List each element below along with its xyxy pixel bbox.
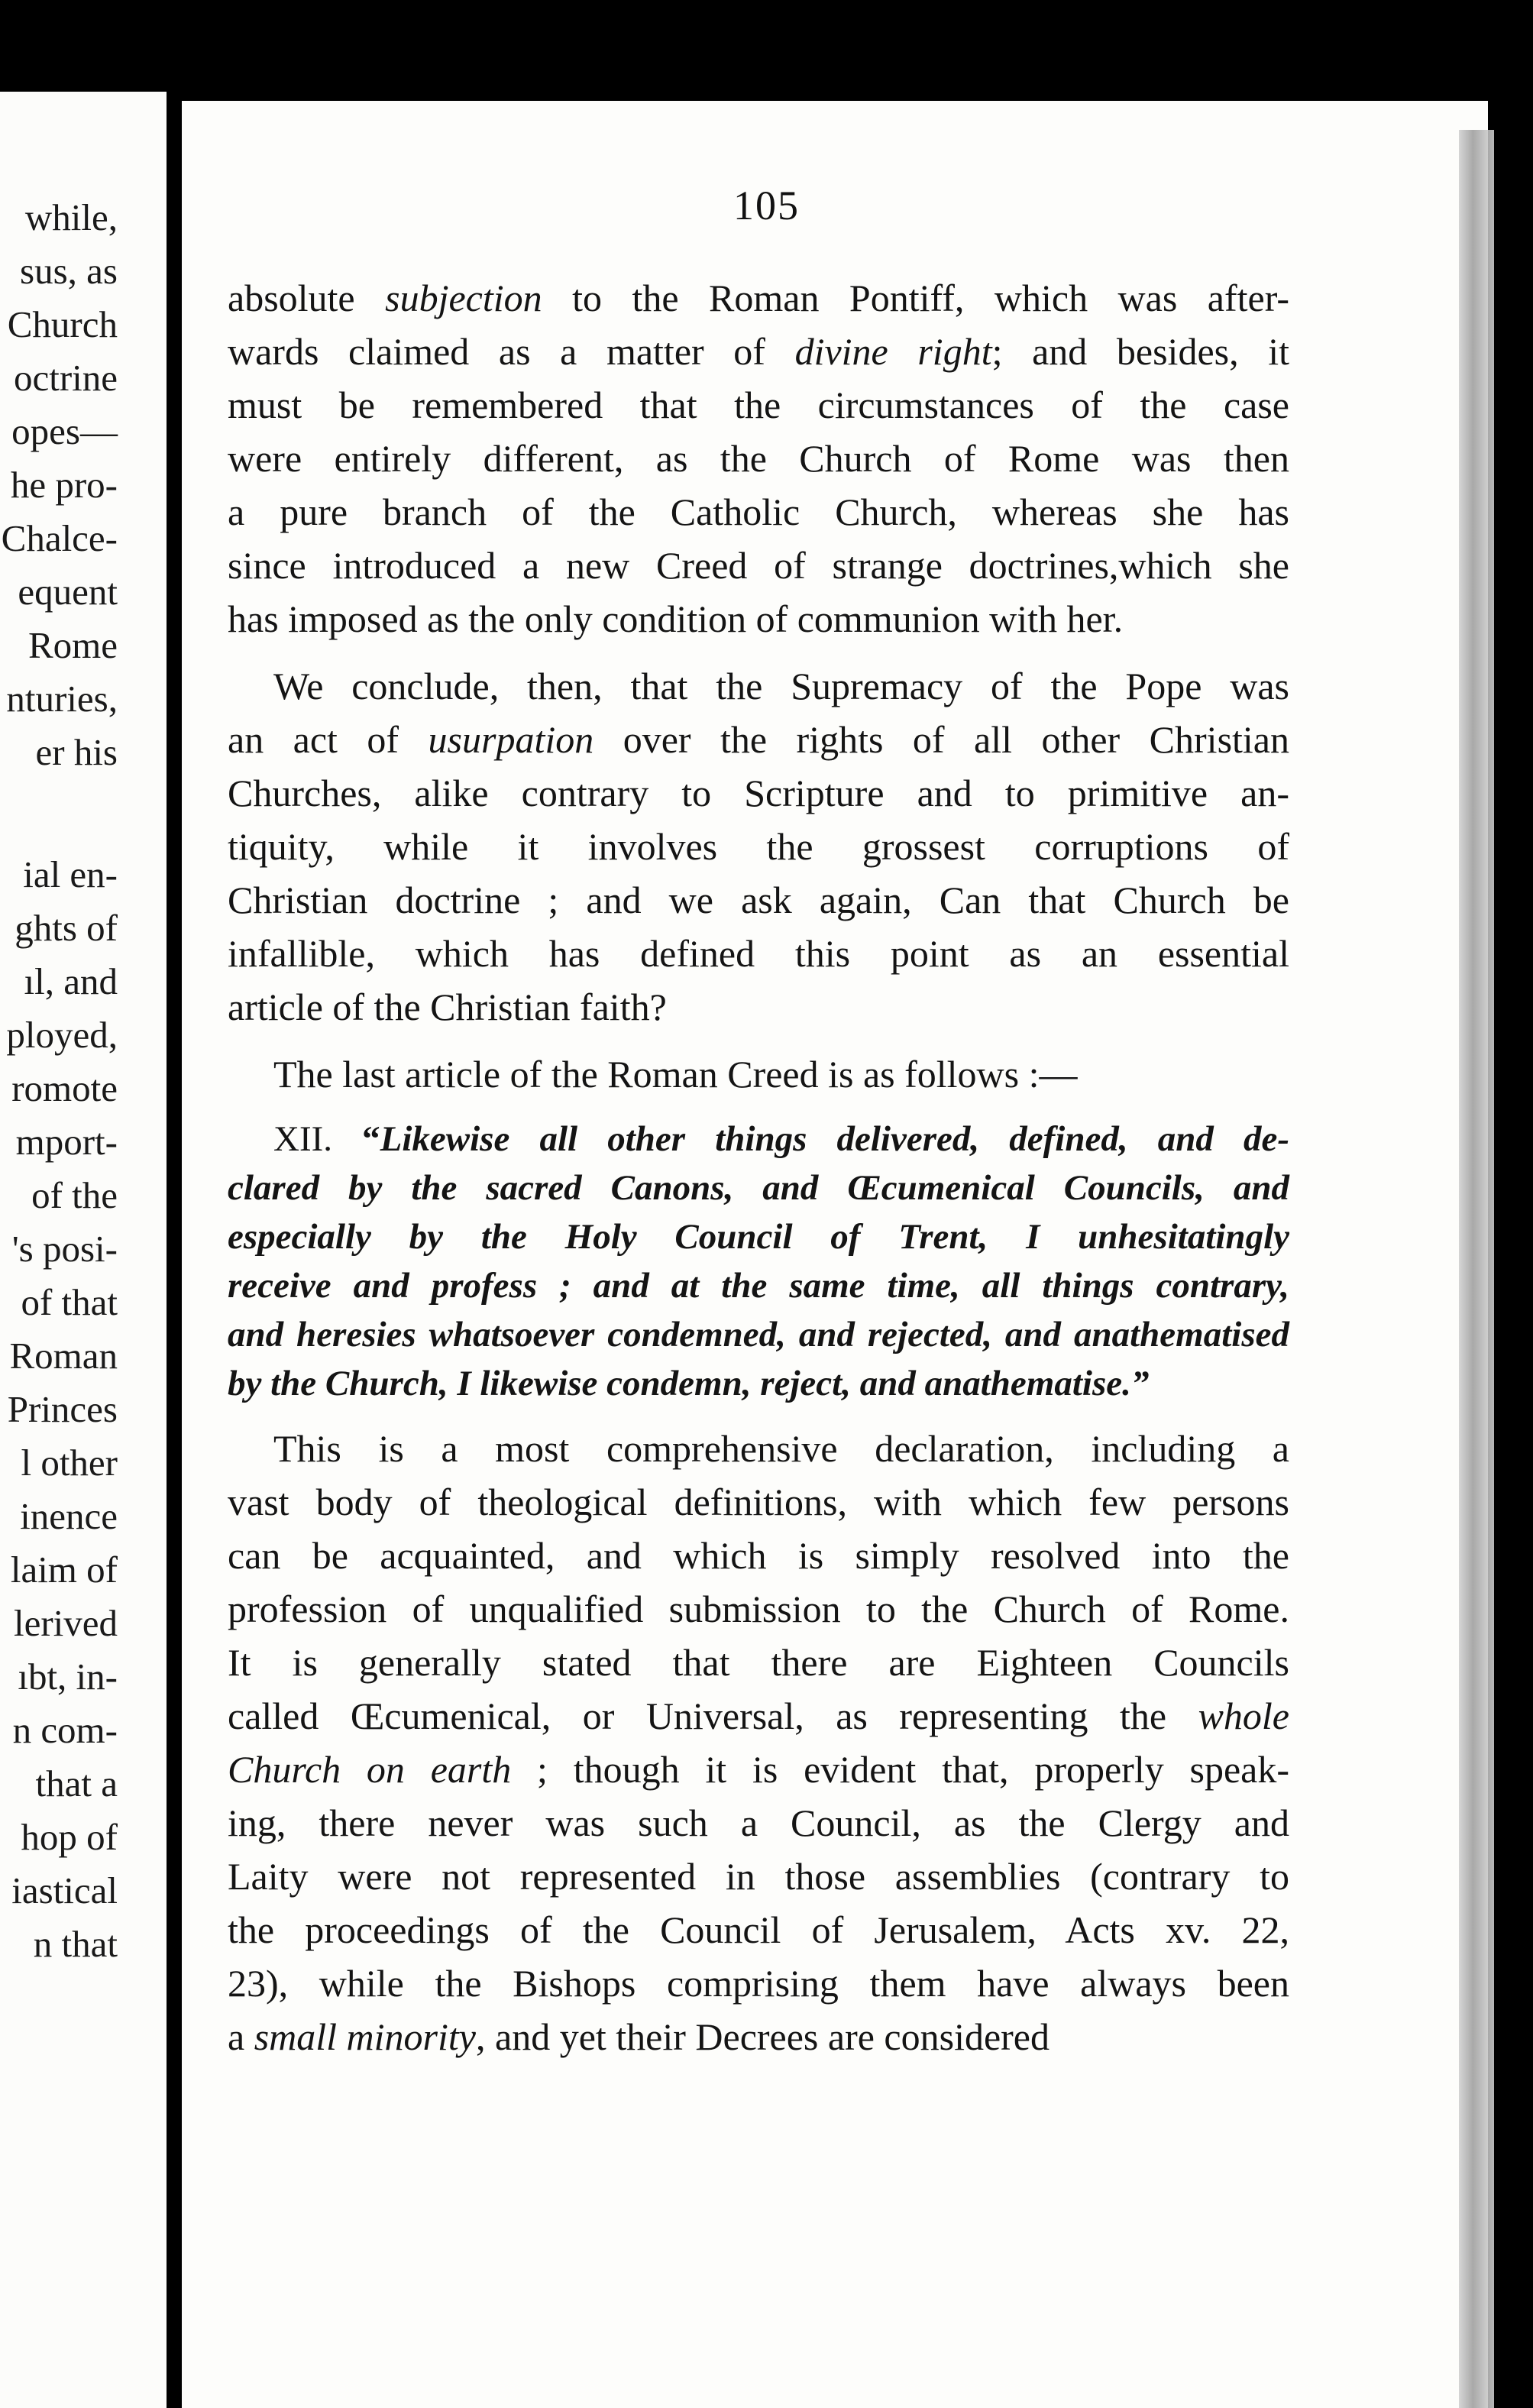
- text-run: ing, there never was such a Council, as the Clergy and: [228, 1801, 1289, 1844]
- text-line: [228, 1850, 1289, 1903]
- text-line: [228, 873, 1289, 927]
- left-page-fragment: of the: [31, 1174, 118, 1216]
- text-run: over the rights of all other Christian: [593, 718, 1289, 761]
- left-page-fragment: mport-: [15, 1121, 118, 1163]
- text-line: [228, 820, 1289, 873]
- open-quote: “: [362, 1119, 380, 1159]
- article-numeral: XII.: [273, 1119, 332, 1159]
- left-page-fragment: n that: [33, 1923, 118, 1965]
- quotation-line: [228, 1115, 1289, 1164]
- left-page-fragment: er his: [35, 731, 118, 773]
- page-number: 105: [733, 183, 800, 228]
- left-page-fragment: Rome: [27, 624, 118, 666]
- text-run: usurpation: [428, 718, 594, 761]
- left-page-fragment: ial en-: [23, 853, 118, 895]
- page-gutter: [167, 92, 182, 2408]
- paragraph-subjection: [228, 271, 1289, 646]
- text-run: divine right: [794, 330, 992, 373]
- text-run: We conclude, then, that the Supremacy of the Pope was: [273, 665, 1289, 707]
- left-page-fragment: l other: [21, 1442, 118, 1484]
- left-page: [0, 92, 167, 2408]
- quotation-line: [228, 1359, 1289, 1408]
- left-page-fragment: equent: [18, 571, 118, 613]
- text-line: [228, 1689, 1289, 1743]
- left-page-fragment: inence: [20, 1495, 118, 1537]
- left-page-fragment: ghts of: [15, 907, 118, 949]
- text-line: [228, 378, 1289, 432]
- text-run: , and yet their Decrees are considered: [476, 2015, 1050, 2058]
- text-line: [228, 927, 1289, 980]
- quotation-text: Likewise all other things delivered, defined, and de-: [380, 1119, 1289, 1159]
- text-line: [228, 766, 1289, 820]
- text-run: since introduced a new Creed of strange doctrines,which she: [228, 544, 1289, 587]
- left-page-fragment: 's posi-: [11, 1228, 118, 1270]
- text-run: tiquity, while it involves the grossest corruptions of: [228, 825, 1289, 868]
- text-run: an act of: [228, 718, 429, 761]
- text-run: ; though it is evident that, properly speak-: [511, 1748, 1290, 1791]
- left-page-fragment: Roman: [9, 1335, 118, 1377]
- text-run: Laity were not represented in those assemblies (contrary to: [228, 1855, 1289, 1898]
- left-page-fragment: ıl, and: [24, 960, 118, 1002]
- text-line: [228, 1047, 1289, 1101]
- text-run: absolute: [228, 277, 386, 319]
- text-run: a pure branch of the Catholic Church, whereas she has: [228, 490, 1289, 533]
- left-page-fragment: while,: [24, 196, 118, 238]
- quotation-text: receive and profess ; and at the same time, all things contrary,: [228, 1266, 1289, 1306]
- left-page-fragment: that a: [35, 1762, 118, 1804]
- left-page-fragment: iastical: [11, 1869, 118, 1911]
- text-run: Church on earth: [228, 1748, 512, 1791]
- text-line: [228, 1796, 1289, 1850]
- text-line: [228, 1636, 1289, 1689]
- left-page-fragment: sus, as: [20, 250, 118, 292]
- text-run: can be acquainted, and which is simply resolved into the: [228, 1534, 1289, 1577]
- text-line: [228, 592, 1289, 646]
- text-run: to the Roman Pontiff, which was after-: [542, 277, 1289, 319]
- left-page-fragment: n com-: [12, 1709, 118, 1751]
- text-run: called Œcumenical, or Universal, as representing the: [228, 1694, 1198, 1737]
- left-page-fragment: ployed,: [6, 1014, 118, 1056]
- left-page-fragment: ıbt, in-: [18, 1656, 118, 1698]
- text-run: infallible, which has defined this point as an essential: [228, 932, 1289, 975]
- text-run: 23), while the Bishops comprising them have always been: [228, 1962, 1289, 2005]
- text-line: [228, 432, 1289, 485]
- text-line: [228, 1422, 1289, 1475]
- text-run: Churches, alike contrary to Scripture and to primitive an-: [228, 772, 1289, 814]
- text-run: The last article of the Roman Creed is as follows :—: [273, 1053, 1078, 1096]
- text-line: [228, 1475, 1289, 1529]
- left-page-fragment: opes—: [11, 410, 118, 452]
- left-page-fragment: nturies,: [6, 678, 118, 720]
- text-run: This is a most comprehensive declaration, including a: [273, 1427, 1289, 1470]
- text-run: a: [228, 2015, 254, 2058]
- text-line: [228, 1956, 1289, 2010]
- text-line: [228, 659, 1289, 713]
- quotation-text: by the Church, I likewise condemn, reject, and anathematise.”: [228, 1364, 1150, 1403]
- text-run: article of the Christian faith?: [228, 986, 667, 1028]
- text-run: It is generally stated that there are Eighteen Councils: [228, 1641, 1289, 1684]
- quotation-line: [228, 1310, 1289, 1359]
- paragraph-last-article-intro: [228, 1047, 1289, 1101]
- quotation-line: [228, 1212, 1289, 1261]
- quotation-line: [228, 1261, 1289, 1310]
- text-line: [228, 1582, 1289, 1636]
- text-run: profession of unqualified submission to the Church of Rome.: [228, 1588, 1289, 1630]
- quotation-text: and heresies whatsoever condemned, and rejected, and anathematised: [228, 1315, 1289, 1354]
- left-page-fragment: octrine: [13, 357, 118, 399]
- text-line: [228, 1903, 1289, 1956]
- paragraph-supremacy-conclusion: [228, 659, 1289, 1034]
- left-page-fragment: he pro-: [10, 464, 118, 506]
- page-edge: [1459, 130, 1494, 2408]
- text-run: subjection: [385, 277, 542, 319]
- text-run: the proceedings of the Council of Jerusalem, Acts xv. 22,: [228, 1908, 1289, 1951]
- text-run: small minority: [254, 2015, 476, 2058]
- quotation-text: clared by the sacred Canons, and Œcumenical Councils, and: [228, 1168, 1289, 1208]
- left-page-fragment: of that: [21, 1281, 118, 1323]
- left-page-fragment: romote: [11, 1067, 118, 1109]
- text-run: wards claimed as a matter of: [228, 330, 795, 373]
- left-page-fragment: Princes: [7, 1388, 118, 1430]
- text-block: [228, 271, 1289, 2063]
- text-line: [228, 271, 1289, 325]
- text-run: must be remembered that the circumstances of the case: [228, 384, 1289, 426]
- text-run: has imposed as the only condition of communion with her.: [228, 597, 1124, 640]
- text-line: [228, 2010, 1289, 2063]
- left-page-fragment: Chalce-: [1, 517, 118, 559]
- text-run: Christian doctrine ; and we ask again, Can that Church be: [228, 879, 1289, 921]
- text-line: [228, 485, 1289, 539]
- left-page-fragment: hop of: [21, 1816, 118, 1858]
- text-line: [228, 325, 1289, 378]
- paragraph-comprehensive-declaration: [228, 1422, 1289, 2063]
- article-xii-quotation: [228, 1115, 1289, 1408]
- text-run: were entirely different, as the Church of Rome was then: [228, 437, 1289, 480]
- quotation-text: especially by the Holy Council of Trent, I unhesitatingly: [228, 1217, 1289, 1257]
- text-run: ; and besides, it: [991, 330, 1289, 373]
- left-page-fragment: laim of: [10, 1549, 118, 1591]
- text-line: [228, 1743, 1289, 1796]
- text-run: whole: [1198, 1694, 1289, 1737]
- text-line: [228, 713, 1289, 766]
- left-page-fragment: Church: [7, 303, 118, 345]
- text-line: [228, 539, 1289, 592]
- quotation-line: [228, 1164, 1289, 1212]
- text-line: [228, 980, 1289, 1034]
- text-run: vast body of theological definitions, with which few persons: [228, 1481, 1289, 1523]
- text-line: [228, 1529, 1289, 1582]
- left-page-fragment: lerived: [13, 1602, 118, 1644]
